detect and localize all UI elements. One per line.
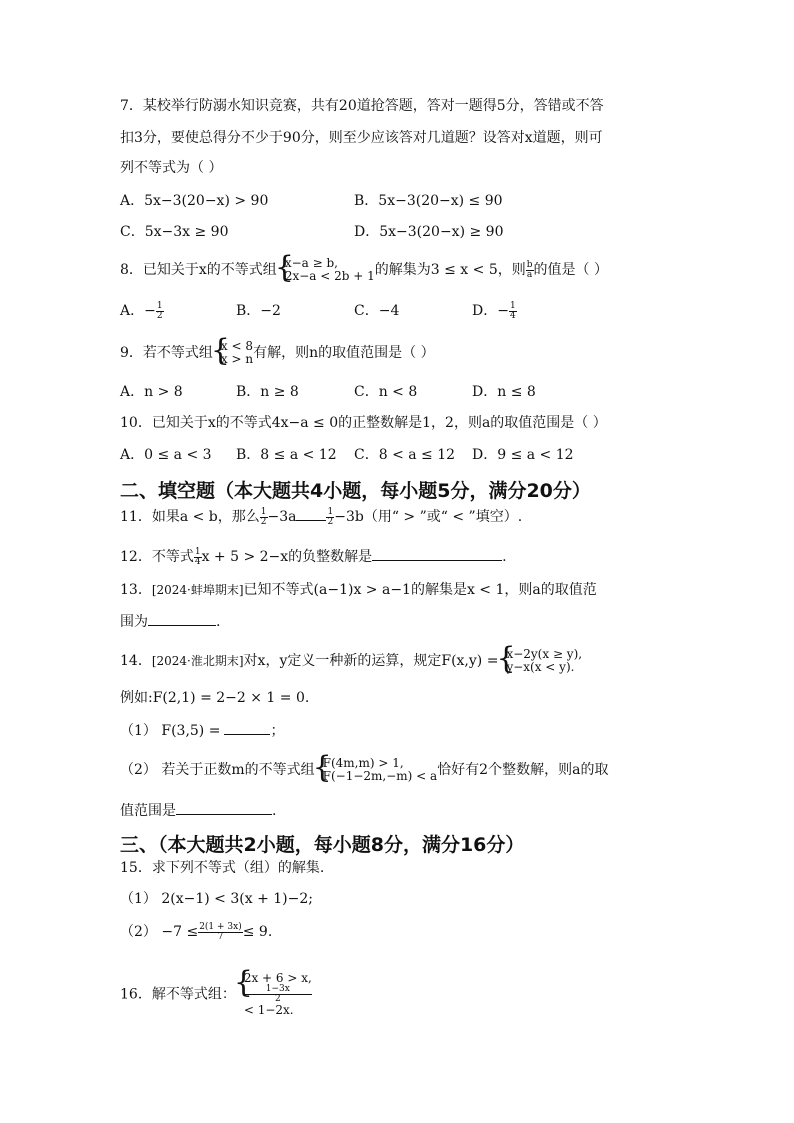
q14-part1 [120, 720, 284, 741]
q14-part2-sys-row1: { F(4m,m) > 1, [322, 756, 404, 770]
q11-frac1-den: 2 [260, 516, 267, 527]
q14-line1 [120, 648, 582, 674]
q14-part1-blank[interactable] [224, 720, 270, 735]
q14-number: 14． [120, 653, 152, 669]
q14-system [498, 648, 582, 674]
q12-frac-den: 4 [194, 556, 201, 567]
q8-prefix: 8．已知关于x的不等式组 [120, 262, 277, 278]
q8-option-a-label: A．− [120, 303, 156, 319]
q15-part2-prefix: （2） −7 ≤ [120, 924, 199, 940]
q13-line1 [120, 580, 597, 600]
q14-part2-suffix: 恰好有2个整数解，则a的取 [437, 762, 609, 778]
q10-option-b[interactable]: B．8 ≤ a < 12 [236, 447, 337, 463]
q14-part2-line2-text: 值范围是 [120, 803, 176, 819]
q14-part1-prefix: （1） F(3,5) = [120, 723, 221, 739]
q8-option-d-num: 1 [509, 300, 516, 311]
q7-option-a[interactable]: A．5x−3(20−x) > 90 [120, 193, 269, 209]
q7-line1: 7．某校举行防溺水知识竞赛，共有20道抢答题，答对一题得5分，答错或不答 [120, 98, 604, 114]
q8-option-d-den: 4 [509, 310, 516, 321]
q12-prefix: 12．不等式 [120, 549, 194, 565]
q14-part2-line2 [120, 800, 276, 821]
q13-line2-end: . [216, 614, 221, 630]
q8-option-a-den: 2 [156, 310, 163, 321]
q16-prefix: 16．解不等式组： [120, 986, 236, 1003]
q12-frac [194, 548, 202, 567]
q8-option-d-label: D．− [472, 303, 509, 319]
q14-sys-row2: y−x(x < y). [506, 660, 575, 674]
q9-option-a[interactable]: A．n > 8 [120, 384, 183, 400]
q14-part2-sys-row2: F(−1−2m,−m) < a [322, 769, 438, 783]
q9-sys-row2: x > n [220, 352, 254, 366]
q14-part2 [120, 757, 608, 783]
q14-sys-row1: { x−2y(x ≥ y), [506, 647, 583, 661]
q8-sys-row2: 2x−a < 2b + 1 [284, 269, 375, 283]
q16-line [120, 972, 312, 1017]
q8-system [277, 257, 375, 283]
q7-option-d[interactable]: D．5x−3(20−x) ≥ 90 [354, 224, 504, 240]
q8-option-b[interactable]: B．−2 [236, 303, 281, 319]
q8-option-c[interactable]: C．−4 [354, 303, 400, 319]
q13-answer-blank[interactable] [148, 611, 216, 626]
q13-number: 13． [120, 582, 152, 598]
q16-sys-row1: { 2x + 6 > x, [243, 971, 312, 985]
q16-frac-num: 1−3x [244, 985, 312, 995]
q10-option-d[interactable]: D．9 ≤ a < 12 [472, 447, 574, 463]
q8-option-d[interactable] [472, 301, 517, 321]
q9-option-c[interactable]: C．n < 8 [354, 384, 418, 400]
q12-frac-num: 1 [194, 546, 201, 557]
q8-fraction [526, 261, 534, 280]
q13-line2 [120, 611, 220, 632]
q15-line: 15．求下列不等式（组）的解集. [120, 860, 325, 876]
q11-line [120, 506, 522, 527]
q16-frac-den: 2 [274, 994, 281, 1004]
q16-frac [244, 985, 312, 1004]
q7-option-b[interactable]: B．5x−3(20−x) ≤ 90 [354, 193, 503, 209]
q8-frac-den: a [526, 269, 533, 280]
q9-option-d[interactable]: D．n ≤ 8 [472, 384, 536, 400]
q9-line [120, 340, 435, 366]
q16-sys-row2-rest: < 1−2x. [243, 1003, 294, 1017]
q16-system [236, 972, 312, 1017]
q7-line3: 列不等式为（ ） [120, 160, 223, 176]
q8-option-a-frac [156, 302, 164, 321]
q14-part1-suffix: ； [270, 723, 285, 739]
q8-suffix: 的值是（ ） [533, 262, 608, 278]
q15-part2-frac [198, 923, 243, 942]
q15-part2-suffix: ≤ 9. [242, 924, 273, 940]
q12-mid: x + 5 > 2−x的负整数解是 [201, 549, 373, 565]
q11-frac2-num: 1 [327, 506, 334, 517]
q8-frac-num: b [526, 259, 533, 270]
section-2-heading: 二、填空题（本大题共4小题，每小题5分，满分20分） [120, 480, 591, 502]
q11-mid1: −3a [267, 509, 297, 525]
q14-part2-system [315, 757, 438, 783]
q13-line2-text: 围为 [120, 614, 148, 630]
q9-sys-row1: { x < 8 [220, 339, 254, 353]
q13-source-tag: [2024·蚌埠期末] [151, 583, 244, 597]
q9-option-b[interactable]: B．n ≥ 8 [236, 384, 299, 400]
q15-part2-den: 7 [217, 931, 224, 942]
q8-sys-row1: { x−a ≥ b, [284, 256, 338, 270]
q11-prefix: 11．如果a < b，那么 [120, 509, 260, 525]
q11-frac2-den: 2 [327, 516, 334, 527]
q11-answer-blank[interactable] [296, 506, 326, 521]
q14-example: 例如:F(2,1) = 2−2 × 1 = 0. [120, 690, 310, 706]
q9-suffix: 有解，则n的取值范围是（ ） [253, 345, 435, 361]
q9-system [213, 340, 253, 366]
q12-suffix: . [502, 549, 507, 565]
q14-part2-blank[interactable] [176, 800, 272, 815]
q14-part2-prefix: （2） 若关于正数m的不等式组 [120, 762, 315, 778]
q8-option-d-frac [509, 302, 517, 321]
q10-option-a[interactable]: A．0 ≤ a < 3 [120, 447, 212, 463]
q11-frac1 [260, 508, 268, 527]
q16-sys-row2 [244, 985, 312, 1017]
q10-option-c[interactable]: C．8 < a ≤ 12 [354, 447, 456, 463]
q8-line [120, 257, 608, 283]
section-3-heading: 三、（本大题共2小题，每小题8分，满分16分） [120, 834, 525, 856]
q15-part2-num: 2(1 + 3x) [199, 921, 242, 932]
q15-part1: （1） 2(x−1) < 3(x + 1)−2; [120, 891, 313, 907]
q8-option-a[interactable] [120, 301, 164, 321]
q15-part2 [120, 922, 272, 942]
q10-line: 10．已知关于x的不等式4x−a ≤ 0的正整数解是1，2，则a的取值范围是（ ） [120, 415, 607, 431]
q13-text: 已知不等式(a−1)x > a−1的解集是x < 1，则a的取值范 [243, 582, 597, 598]
q12-answer-blank[interactable] [372, 546, 502, 561]
q9-prefix: 9．若不等式组 [120, 345, 213, 361]
q7-line2: 扣3分，要使总得分不少于90分，则至少应该答对几道题？设答对x道题，则可 [120, 130, 603, 146]
q14-part2-end: . [272, 803, 277, 819]
q12-line [120, 546, 507, 567]
q14-source-tag: [2024·淮北期末] [151, 654, 244, 668]
q7-option-c[interactable]: C．5x−3x ≥ 90 [120, 224, 229, 240]
q14-text: 对x，y定义一种新的运算，规定F(x,y) = [243, 653, 499, 669]
q11-mid2: −3b（用“ > ”或“ < ”填空）. [334, 509, 523, 525]
q8-option-a-num: 1 [156, 300, 163, 311]
q8-middle: 的解集为3 ≤ x < 5，则 [374, 262, 526, 278]
q11-frac1-num: 1 [260, 506, 267, 517]
